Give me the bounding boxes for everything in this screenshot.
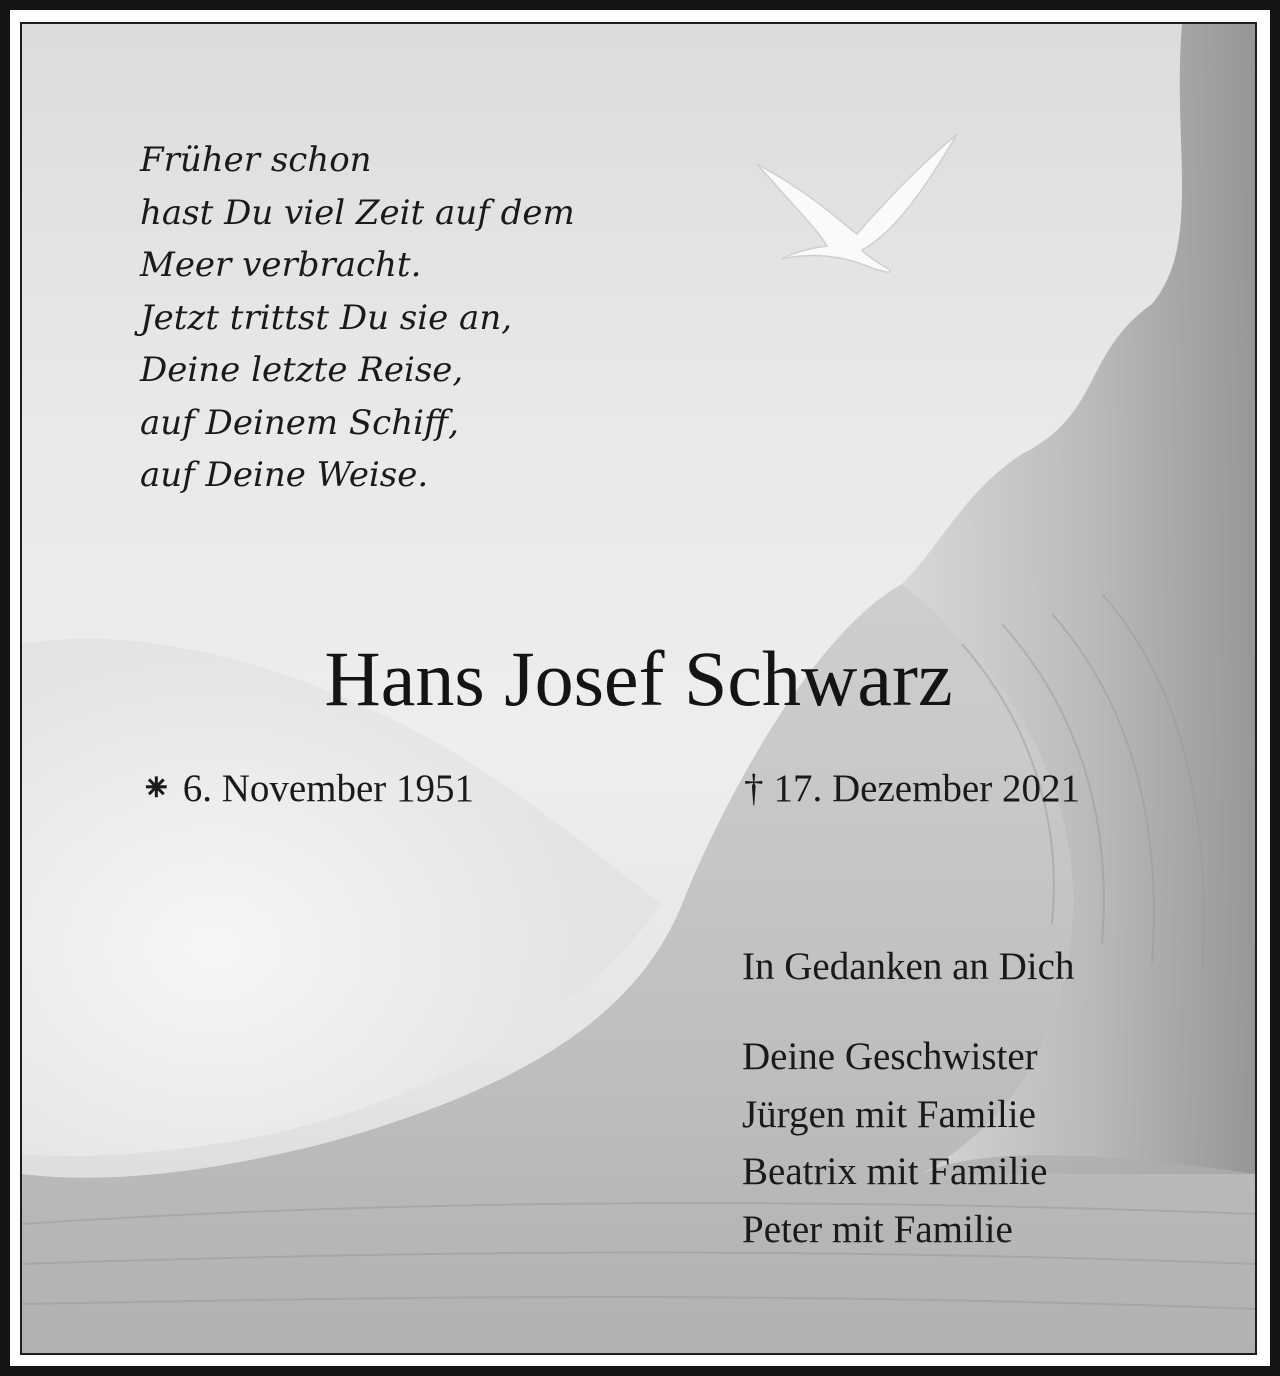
poem-line: Früher schon bbox=[140, 140, 372, 180]
birth-date: 6. November 1951 bbox=[182, 767, 475, 810]
notice-panel bbox=[20, 22, 1257, 1355]
birth-star-icon: ⁕ bbox=[140, 767, 173, 810]
birth-date-line bbox=[140, 766, 474, 811]
poem-line: auf Deine Weise. bbox=[140, 455, 429, 495]
mourners-list bbox=[742, 1028, 1047, 1258]
mourner-entry: Beatrix mit Familie bbox=[742, 1150, 1048, 1193]
poem bbox=[140, 134, 575, 502]
cross-icon: † bbox=[744, 767, 764, 810]
death-date: 17. Dezember 2021 bbox=[773, 767, 1080, 810]
mourner-entry: Peter mit Familie bbox=[742, 1207, 1013, 1251]
mourner-entry: Deine Geschwister bbox=[742, 1035, 1038, 1078]
poem-line: Jetzt trittst Du sie an, bbox=[140, 297, 513, 338]
poem-line: auf Deinem Schiff, bbox=[140, 402, 459, 443]
deceased-name: Hans Josef Schwarz bbox=[324, 635, 953, 722]
in-memory-phrase: In Gedanken an Dich bbox=[742, 945, 1075, 988]
death-date-line bbox=[744, 766, 1080, 811]
poem-line: hast Du viel Zeit auf dem bbox=[140, 192, 575, 233]
poem-line: Meer verbracht. bbox=[140, 245, 422, 285]
mourner-entry: Jürgen mit Familie bbox=[742, 1092, 1036, 1136]
seagull bbox=[757, 134, 957, 272]
poem-line: Deine letzte Reise, bbox=[140, 350, 464, 390]
